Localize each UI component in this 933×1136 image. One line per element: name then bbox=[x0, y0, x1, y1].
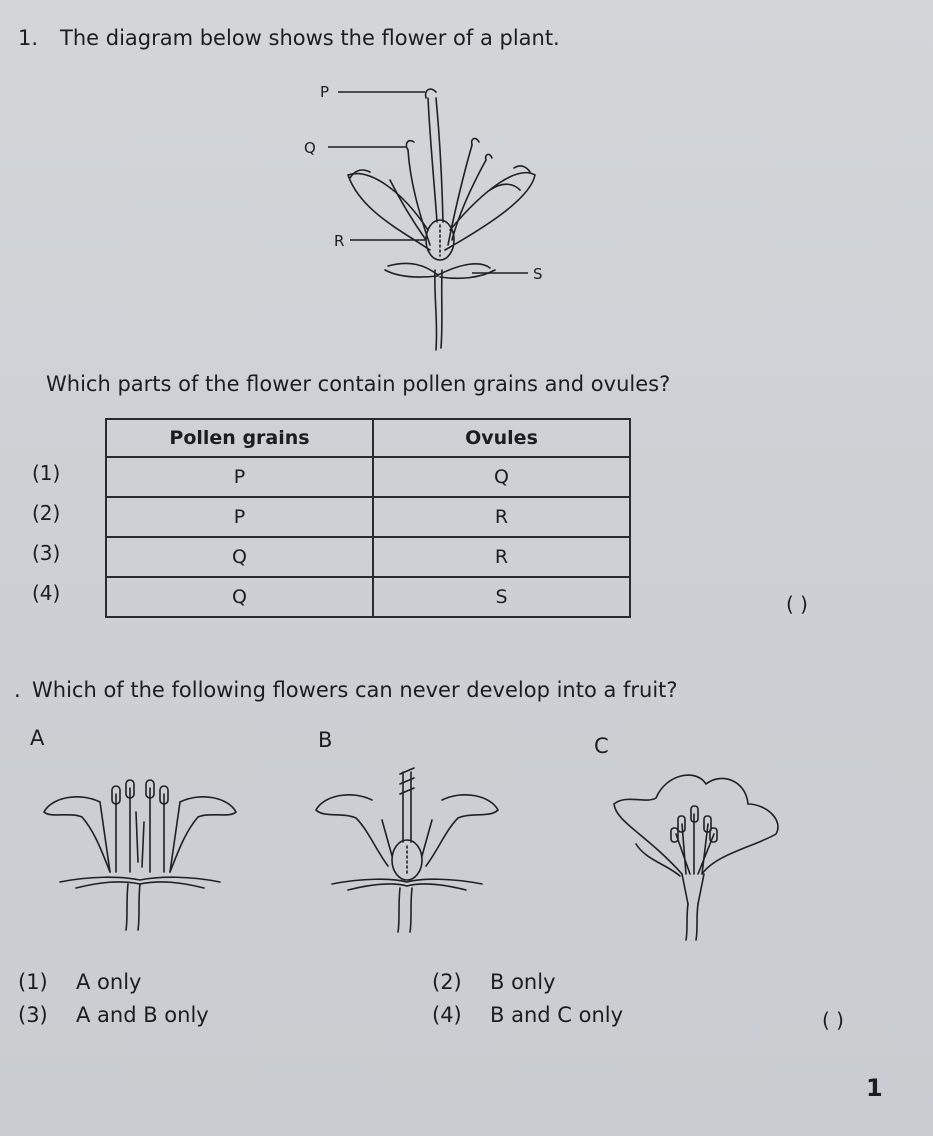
figure-label-b: B bbox=[318, 728, 333, 752]
option-label-1: (1) bbox=[32, 461, 61, 485]
cell-ovules: S bbox=[373, 577, 630, 617]
option-1-number: (1) bbox=[18, 970, 48, 994]
page-number: 1 bbox=[866, 1074, 883, 1102]
answer-bracket-q1[interactable]: ( ) bbox=[786, 592, 808, 616]
table-header-row bbox=[106, 419, 630, 457]
option-1-text: A only bbox=[76, 970, 142, 994]
header-ovules: Ovules bbox=[373, 419, 630, 457]
table-row bbox=[106, 497, 630, 537]
header-pollen: Pollen grains bbox=[106, 419, 373, 457]
label-p: P bbox=[320, 83, 330, 101]
label-s: S bbox=[533, 265, 543, 283]
table-row bbox=[106, 537, 630, 577]
question-2-text: Which of the following flowers can never develop into a fruit? bbox=[32, 678, 678, 702]
question-1-text: The diagram below shows the flower of a plant. bbox=[60, 26, 560, 50]
table-row bbox=[106, 577, 630, 617]
option-label-4: (4) bbox=[32, 581, 61, 605]
question-1-prompt: Which parts of the flower contain pollen grains and ovules? bbox=[46, 372, 671, 396]
answer-bracket-q2[interactable]: ( ) bbox=[822, 1008, 844, 1032]
option-2[interactable] bbox=[432, 970, 556, 994]
option-4-text: B and C only bbox=[490, 1003, 624, 1027]
option-4[interactable] bbox=[432, 1003, 623, 1027]
figure-label-a: A bbox=[30, 726, 45, 750]
cell-pollen: Q bbox=[106, 577, 373, 617]
cell-ovules: Q bbox=[373, 457, 630, 497]
option-3-text: A and B only bbox=[76, 1003, 209, 1027]
cell-pollen: P bbox=[106, 497, 373, 537]
option-3-number: (3) bbox=[18, 1003, 48, 1027]
option-label-2: (2) bbox=[32, 501, 61, 525]
flower-diagram bbox=[290, 80, 560, 360]
option-3[interactable] bbox=[18, 1003, 209, 1027]
flower-a-illustration bbox=[40, 772, 240, 932]
option-labels bbox=[32, 455, 60, 615]
cell-pollen: Q bbox=[106, 537, 373, 577]
table-row bbox=[106, 457, 630, 497]
option-2-text: B only bbox=[490, 970, 556, 994]
cell-ovules: R bbox=[373, 497, 630, 537]
cell-pollen: P bbox=[106, 457, 373, 497]
answer-table bbox=[105, 418, 631, 618]
question-1-number: 1. bbox=[18, 26, 39, 50]
flower-c-illustration bbox=[606, 764, 786, 940]
label-r: R bbox=[334, 232, 345, 250]
flower-b-illustration bbox=[312, 760, 502, 932]
option-2-number: (2) bbox=[432, 970, 462, 994]
option-4-number: (4) bbox=[432, 1003, 462, 1027]
option-label-3: (3) bbox=[32, 541, 61, 565]
figure-label-c: C bbox=[594, 734, 609, 758]
cell-ovules: R bbox=[373, 537, 630, 577]
option-1[interactable] bbox=[18, 970, 141, 994]
label-q: Q bbox=[304, 139, 316, 157]
question-2-number: . bbox=[14, 678, 21, 702]
